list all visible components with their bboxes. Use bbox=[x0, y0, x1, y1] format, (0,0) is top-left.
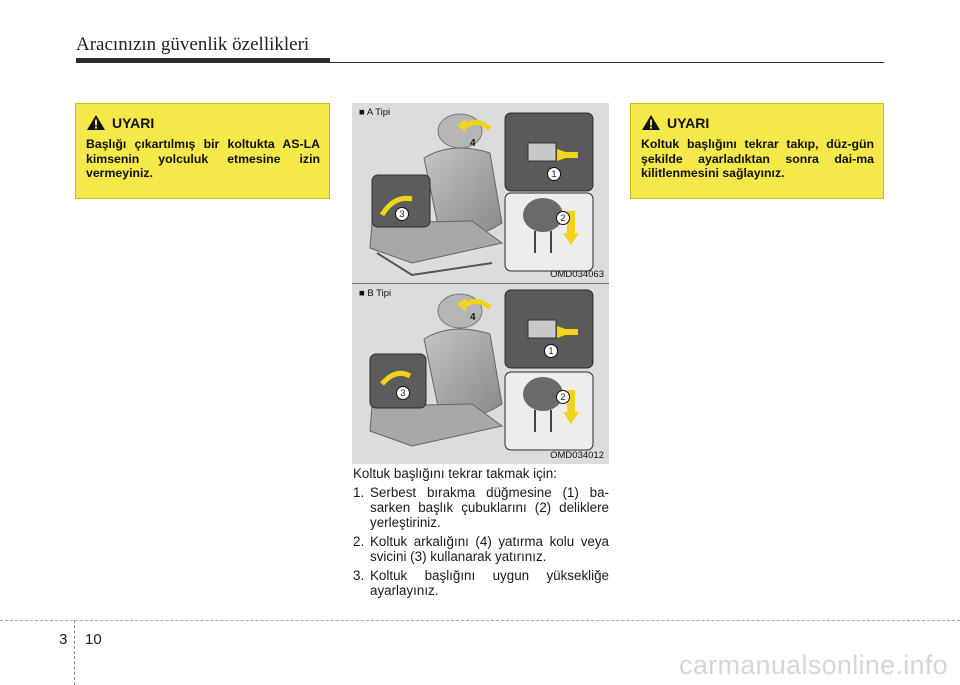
warning-triangle-icon bbox=[641, 114, 661, 131]
figure-type-label: ■ B Tipi bbox=[359, 288, 392, 299]
page-number: 10 bbox=[85, 631, 102, 648]
figure-type-a bbox=[352, 103, 609, 283]
instructions bbox=[353, 466, 609, 602]
warning-box-right bbox=[630, 103, 884, 199]
warning-box-left bbox=[75, 103, 330, 199]
warning-text: Başlığı çıkartılmış bir koltukta AS-LA kimsenin yolculuk etmesine izin vermeyiniz. bbox=[86, 137, 320, 180]
callout-4: 4 bbox=[470, 312, 476, 323]
callout-3: 3 bbox=[396, 386, 410, 400]
warning-title: UYARI bbox=[667, 114, 710, 131]
seat-illustration-a bbox=[352, 103, 609, 283]
watermark: carmanualsonline.info bbox=[679, 650, 948, 680]
callout-4: 4 bbox=[470, 138, 476, 149]
callout-1: 1 bbox=[544, 344, 558, 358]
warning-text: Koltuk başlığını tekrar takıp, düz-gün şekilde ayarladıktan sonra dai-ma kilitlenmesini sağlayınız. bbox=[641, 137, 874, 180]
page-header-title: Aracınızın güvenlik özellikleri bbox=[76, 34, 310, 55]
figure-code: OMD034012 bbox=[550, 450, 604, 461]
warning-triangle-icon bbox=[86, 114, 106, 131]
footer-divider bbox=[74, 620, 75, 685]
callout-1: 1 bbox=[547, 167, 561, 181]
seat-illustration-b bbox=[352, 284, 609, 464]
callout-2: 2 bbox=[556, 211, 570, 225]
section-number: 3 bbox=[59, 631, 68, 648]
header-rule-thick bbox=[76, 58, 330, 63]
header-rule-thin bbox=[330, 62, 884, 63]
list-item: 2. Koltuk arkalığını (4) yatırma kolu veya svicini (3) kullanarak yatırınız. bbox=[353, 534, 609, 564]
list-item: 1. Serbest bırakma düğmesine (1) ba-sarken başlık çubuklarını (2) deliklere yerleştiriniz. bbox=[353, 485, 609, 530]
callout-3: 3 bbox=[395, 207, 409, 221]
figure-type-b bbox=[352, 284, 609, 464]
figure-code: OMD034063 bbox=[550, 269, 604, 280]
list-item: 3. Koltuk başlığını uygun yüksekliğe ayarlayınız. bbox=[353, 568, 609, 598]
footer-line bbox=[0, 620, 960, 621]
instructions-list bbox=[353, 485, 609, 598]
instructions-intro: Koltuk başlığını tekrar takmak için: bbox=[353, 466, 557, 481]
callout-2: 2 bbox=[556, 390, 570, 404]
warning-title: UYARI bbox=[112, 114, 155, 131]
figure-type-label: ■ A Tipi bbox=[359, 107, 391, 118]
